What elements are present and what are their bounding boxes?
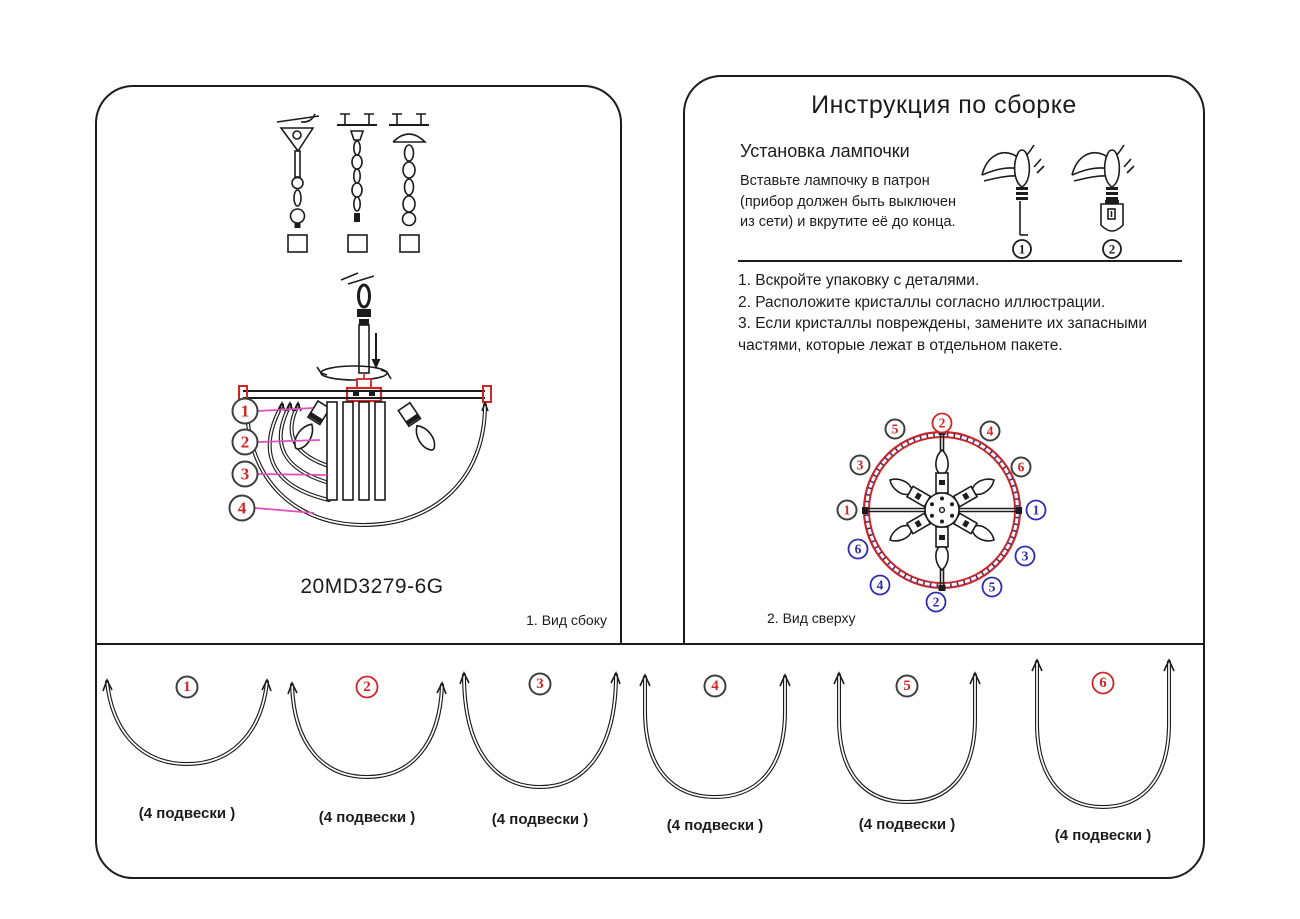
- top-view-caption: 2. Вид сверху: [767, 610, 856, 626]
- callout-number-4: [230, 496, 255, 521]
- callout-number-2: [233, 430, 258, 455]
- svg-text:6: 6: [1099, 675, 1107, 691]
- svg-text:2: 2: [1108, 241, 1116, 257]
- hook-count-label: (4 подвески ): [1054, 827, 1152, 844]
- crystal-item-5: [819, 651, 995, 833]
- svg-text:4: 4: [876, 577, 884, 593]
- section-divider: [738, 260, 1182, 262]
- mount-box-icon: [348, 235, 367, 252]
- crystal-hook-2: [279, 651, 455, 813]
- step-3: 3. Если кристаллы повреждены, замените их запасными частями, которые лежат в отдельном пакете.: [738, 315, 1148, 355]
- assembly-steps: [738, 270, 1193, 357]
- bulb-install-text: Вставьте лампочку в патрон (прибор должен быть выключен из сети) и вкрутите её до конца.: [740, 173, 956, 231]
- ceiling-mount-diagrams: [267, 95, 457, 257]
- model-number: 20MD3279-6G: [300, 575, 444, 598]
- svg-text:6: 6: [854, 541, 862, 557]
- hook-count-label: (4 подвески ): [491, 811, 589, 828]
- rotate-arrow-icon: [317, 366, 391, 380]
- chain-link-icon: [359, 285, 370, 307]
- svg-text:4: 4: [237, 498, 247, 518]
- svg-text:2: 2: [932, 594, 940, 610]
- mount-variant-hook: [277, 114, 319, 252]
- figure-insert-bulb: [982, 145, 1044, 258]
- crystal-item-6: [1015, 651, 1191, 844]
- step-1: 1. Вскройте упаковку с деталями.: [738, 272, 980, 289]
- crystal-item-1: [99, 651, 275, 822]
- svg-text:3: 3: [536, 676, 544, 692]
- svg-text:2: 2: [938, 415, 946, 431]
- svg-text:3: 3: [1021, 548, 1029, 564]
- chandelier-top-view: [835, 415, 1055, 627]
- hook-count-label: (4 подвески ): [138, 805, 236, 822]
- crystal-strips: [327, 402, 385, 500]
- crystal-hook-5: [819, 651, 995, 813]
- mount-box-icon: [400, 235, 419, 252]
- chandelier-side-view: [177, 269, 507, 531]
- hook-count-label: (4 подвески ): [858, 816, 956, 833]
- crystal-parts-panel: [95, 643, 1205, 879]
- figure-screw-bulb: [1072, 145, 1134, 258]
- page-title: Инструкция по сборке: [811, 91, 1077, 119]
- crystal-hook-4: [627, 651, 803, 813]
- svg-text:1: 1: [183, 679, 191, 695]
- mount-variant-dome-chain: [389, 114, 429, 252]
- svg-text:1: 1: [1032, 502, 1040, 518]
- svg-text:3: 3: [856, 457, 864, 473]
- svg-text:5: 5: [988, 579, 996, 595]
- svg-text:1: 1: [843, 502, 851, 518]
- hook-count-label: (4 подвески ): [666, 817, 764, 834]
- crystal-hook-3: [452, 651, 628, 813]
- step-2: 2. Расположите кристаллы согласно иллюстрации.: [738, 293, 1106, 311]
- hook-count-label: (4 подвески ): [318, 809, 416, 826]
- candle-bulb-icon: [398, 403, 439, 454]
- svg-text:6: 6: [1017, 459, 1025, 475]
- callout-number-1: [233, 399, 258, 424]
- crystal-item-2: [279, 651, 455, 826]
- mount-variant-bar-chain: [337, 114, 377, 252]
- mount-box-icon: [288, 235, 307, 252]
- svg-text:4: 4: [986, 423, 994, 439]
- crystal-hook-1: [99, 651, 275, 813]
- svg-text:5: 5: [891, 421, 899, 437]
- hub: [925, 493, 959, 527]
- crystal-item-3: [452, 651, 628, 828]
- bulb-install-heading: Установка лампочки: [740, 141, 910, 161]
- callout-number-3: [233, 462, 258, 487]
- crystal-hook-6: [1015, 651, 1191, 813]
- svg-text:3: 3: [240, 464, 250, 484]
- bulb-install-figures: [962, 139, 1182, 261]
- side-view-panel: [95, 85, 622, 643]
- side-view-caption: 1. Вид сбоку: [526, 612, 607, 628]
- svg-text:1: 1: [1018, 241, 1026, 257]
- ceiling-wire-icon: [341, 273, 374, 284]
- svg-text:1: 1: [240, 401, 250, 421]
- center-hub: [347, 373, 381, 401]
- svg-text:5: 5: [903, 678, 911, 694]
- crystal-item-4: [627, 651, 803, 834]
- svg-text:4: 4: [711, 678, 719, 694]
- svg-text:2: 2: [240, 432, 250, 452]
- svg-text:2: 2: [363, 679, 371, 695]
- down-arrow-icon: [372, 333, 381, 369]
- instructions-panel: [683, 75, 1205, 643]
